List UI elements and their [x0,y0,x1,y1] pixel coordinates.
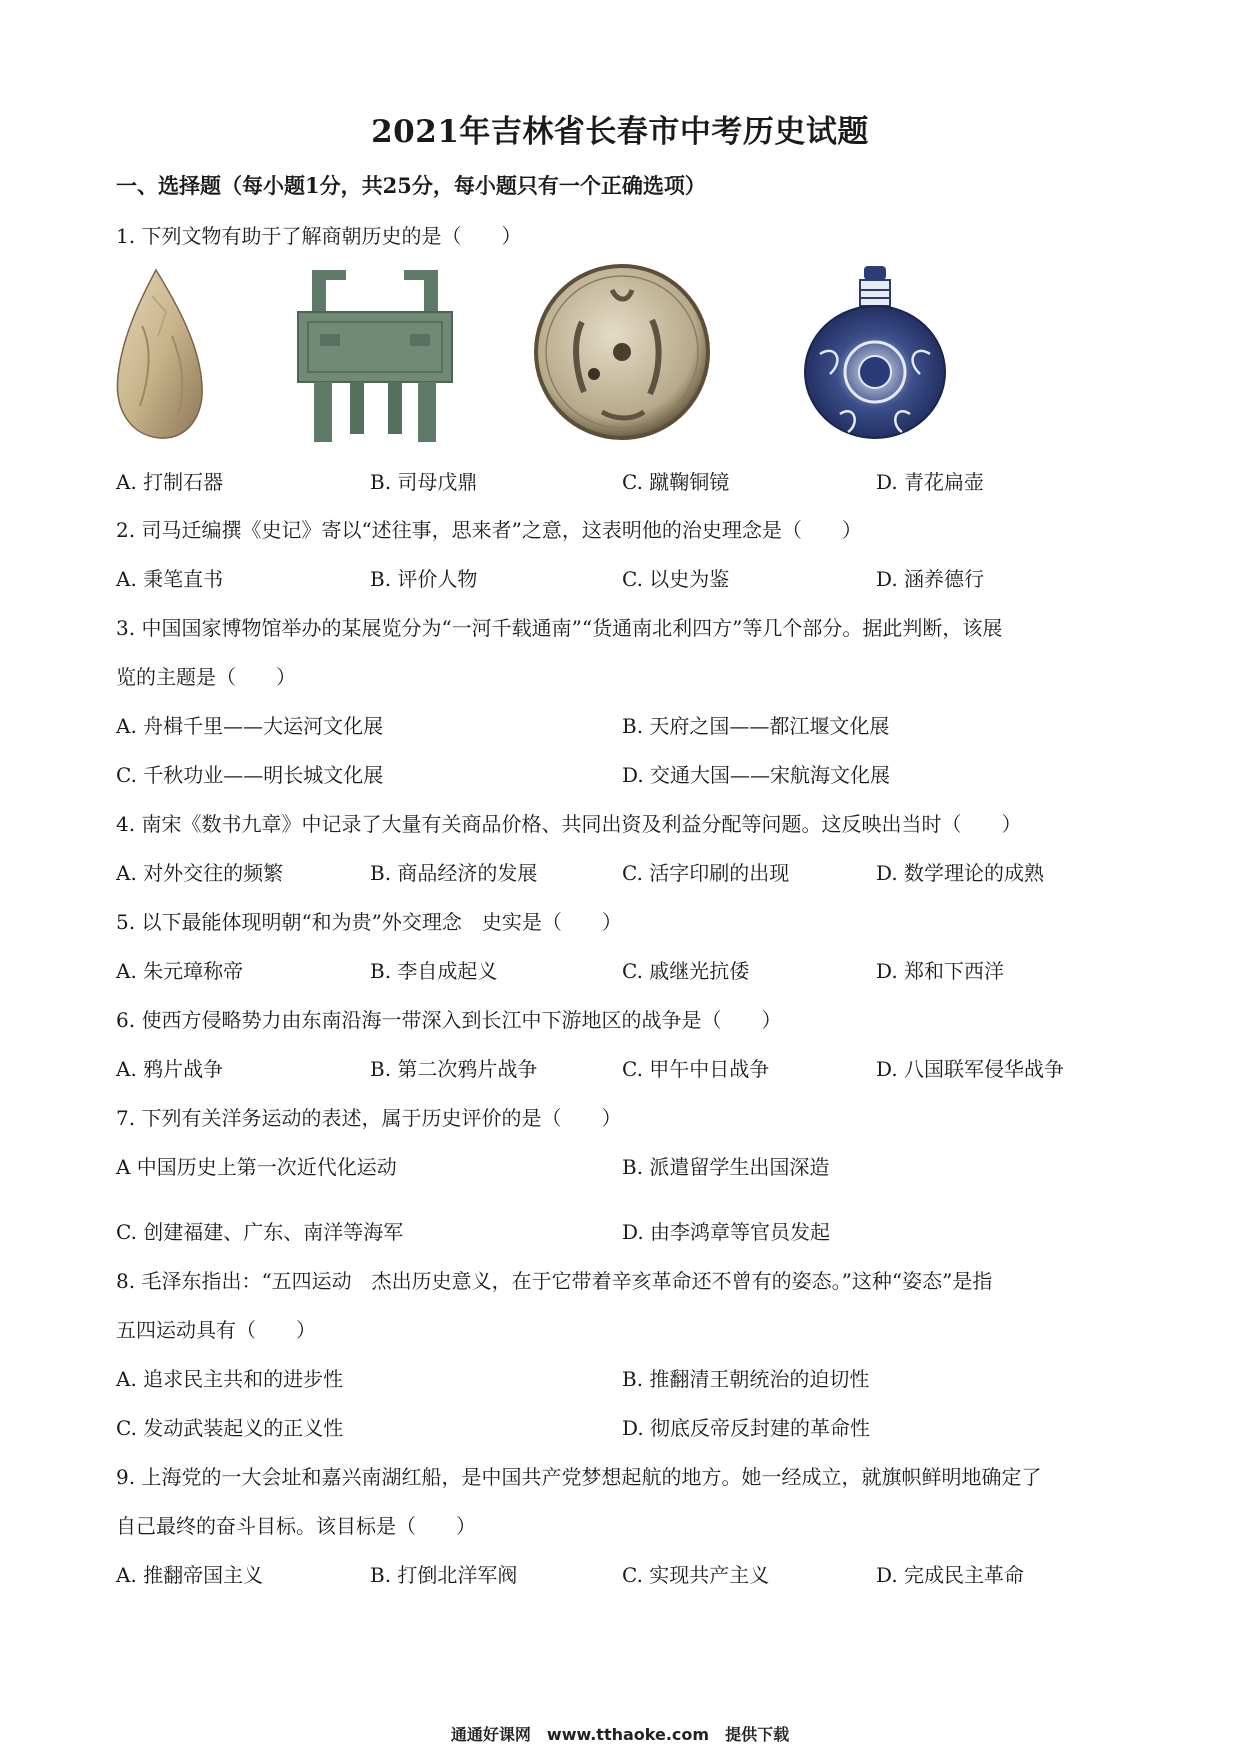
question-2-option-a: A. 秉笔直书 [116,567,224,591]
page-footer: 通通好课网 www.tthaoke.com 提供下载 [450,1725,790,1744]
section-heading: 一、选择题（每小题1分，共25分，每小题只有一个正确选项） [116,173,706,198]
question-9-option-b: B. 打倒北洋军阀 [370,1563,518,1587]
page-title: 2021年吉林省长春市中考历史试题 [371,114,869,150]
question-4-option-a: A. 对外交往的频繁 [116,861,284,885]
question-4-option-c: C. 活字印刷的出现 [622,861,790,885]
question-4-stem: 4. 南宋《数书九章》中记录了大量有关商品价格、共同出资及利益分配等问题。这反映出当时（ ） [116,812,1022,836]
question-7-option-b: B. 派遣留学生出国深造 [622,1155,830,1179]
question-3-stem-line-1: 3. 中国国家博物馆举办的某展览分为“一河千载通南”“货通南北利四方”等几个部分。据此判断，该展 [116,616,1003,640]
porcelain-flask-image [800,264,950,442]
question-2-option-b: B. 评价人物 [370,567,478,591]
question-6-option-c: C. 甲午中日战争 [622,1057,770,1081]
question-3-option-d: D. 交通大国——宋航海文化展 [622,763,891,787]
question-4-option-d: D. 数学理论的成熟 [876,861,1045,885]
question-6-option-d: D. 八国联军侵华战争 [876,1057,1065,1081]
question-1-option-d: D. 青花扁壶 [876,470,985,494]
question-5-option-d: D. 郑和下西洋 [876,959,1005,983]
question-7-option-d: D. 由李鸿章等官员发起 [622,1220,831,1244]
question-5-option-b: B. 李自成起义 [370,959,498,983]
question-7-stem: 7. 下列有关洋务运动的表述，属于历史评价的是（ ） [116,1106,622,1130]
question-1-stem: 1. 下列文物有助于了解商朝历史的是（ ） [116,224,522,248]
question-9-option-a: A. 推翻帝国主义 [116,1563,264,1587]
bronze-ding-image [290,268,460,446]
question-3-option-b: B. 天府之国——都江堰文化展 [622,714,890,738]
question-1-option-b: B. 司母戊鼎 [370,470,478,494]
question-2-option-c: C. 以史为鉴 [622,567,730,591]
question-8-stem-line-2: 五四运动具有（ ） [116,1318,316,1342]
question-9-stem-line-2: 自己最终的奋斗目标。该目标是（ ） [116,1514,476,1538]
question-6-option-a: A. 鸦片战争 [116,1057,224,1081]
question-1-option-c: C. 蹴鞠铜镜 [622,470,730,494]
question-3-stem-line-2: 览的主题是（ ） [116,665,296,689]
question-8-stem-line-1: 8. 毛泽东指出：“五四运动 杰出历史意义，在于它带着辛亥革命还不曾有的姿态。”这种“姿态”是指 [116,1269,993,1293]
question-2-stem: 2. 司马迁编撰《史记》寄以“述往事，思来者”之意，这表明他的治史理念是（ ） [116,518,862,542]
question-8-option-a: A. 追求民主共和的进步性 [116,1367,344,1391]
question-6-stem: 6. 使西方侵略势力由东南沿海一带深入到长江中下游地区的战争是（ ） [116,1008,782,1032]
question-4-option-b: B. 商品经济的发展 [370,861,538,885]
question-2-option-d: D. 涵养德行 [876,567,985,591]
question-9-option-c: C. 实现共产主义 [622,1563,770,1587]
question-9-stem-line-1: 9. 上海党的一大会址和嘉兴南湖红船，是中国共产党梦想起航的地方。她一经成立，就旗帜鲜明地确定了 [116,1465,1042,1489]
question-8-option-c: C. 发动武装起义的正义性 [116,1416,344,1440]
bronze-mirror-image [532,262,712,442]
question-8-option-d: D. 彻底反帝反封建的革命性 [622,1416,871,1440]
question-7-option-c: C. 创建福建、广东、南洋等海军 [116,1220,404,1244]
stone-tool-image [112,266,208,442]
question-3-option-c: C. 千秋功业——明长城文化展 [116,763,384,787]
question-5-option-a: A. 朱元璋称帝 [116,959,244,983]
question-5-stem: 5. 以下最能体现明朝“和为贵”外交理念 史实是（ ） [116,910,622,934]
question-9-option-d: D. 完成民主革命 [876,1563,1025,1587]
question-1-option-a: A. 打制石器 [116,470,224,494]
question-3-option-a: A. 舟楫千里——大运河文化展 [116,714,384,738]
question-8-option-b: B. 推翻清王朝统治的迫切性 [622,1367,870,1391]
question-6-option-b: B. 第二次鸦片战争 [370,1057,538,1081]
question-5-option-c: C. 戚继光抗倭 [622,959,750,983]
question-7-option-a: A 中国历史上第一次近代化运动 [116,1155,397,1179]
